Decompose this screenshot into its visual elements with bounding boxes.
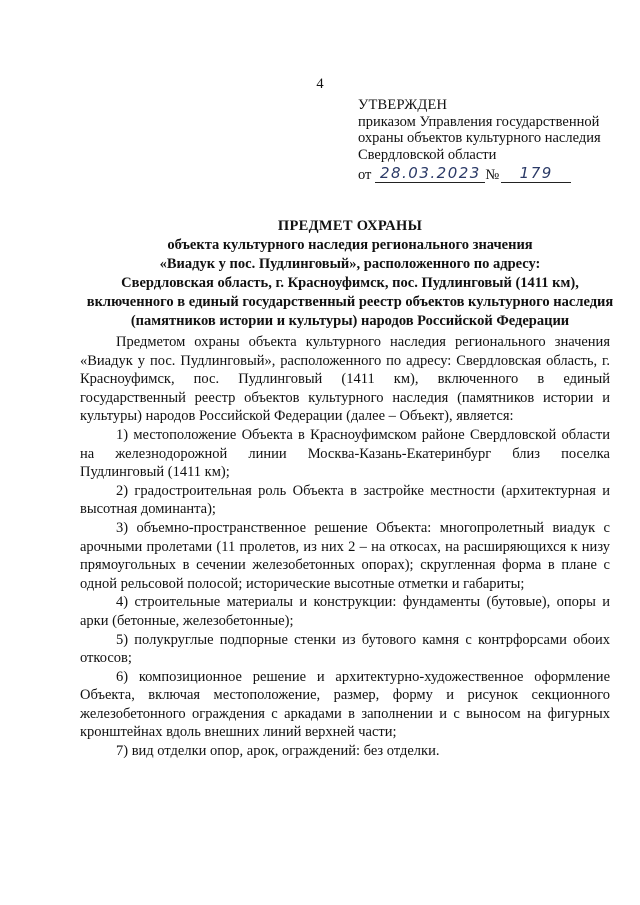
title-line-5: (памятников истории и культуры) народов Российской Федерации bbox=[130, 313, 570, 329]
title-line-4: включенного в единый государственный реестр объектов культурного наследия bbox=[86, 294, 614, 310]
date-prefix: от bbox=[358, 166, 372, 183]
handwritten-date: 28.03.2023 bbox=[375, 165, 485, 183]
approval-stamp bbox=[358, 97, 618, 183]
body-item-2: 2) градостроительная роль Объекта в застройке местности (архитектурная и высотная доминанта); bbox=[80, 482, 610, 518]
number-prefix: № bbox=[485, 166, 500, 183]
page-number: 4 bbox=[316, 76, 324, 92]
title-line-1: объекта культурного наследия регионального значения bbox=[167, 237, 533, 253]
body-item-3: 3) объемно-пространственное решение Объекта: многопролетный виадук с арочными пролетами (11 пролетов, из них 2 – на откосах, на расширяющихся к низу прямоугольных в сечении железобетонных опорах); скругленная форма в плане с одной рельсовой полосой; исторические высотные отметки и габариты; bbox=[80, 519, 610, 592]
approval-heading: УТВЕРЖДЕН bbox=[358, 97, 448, 113]
body-item-6: 6) композиционное решение и архитектурно-художественное оформление Объекта, включая местоположение, размер, форму и рисунок секционного железобетонного ограждения с аркадами в заполнении и с выносом на фигурных кронштейнах вдоль внешних линий верхней части; bbox=[80, 668, 610, 741]
approval-line-1: приказом Управления государственной bbox=[358, 113, 600, 130]
body-item-4: 4) строительные материалы и конструкции: фундаменты (бутовые), опоры и арки (бетонные, железобетонные); bbox=[80, 594, 610, 629]
title-heading: ПРЕДМЕТ ОХРАНЫ bbox=[277, 218, 423, 234]
body-item-1: 1) местоположение Объекта в Красноуфимском районе Свердловской области на железнодорожной линии Москва-Казань-Екатеринбург близ поселка Пудлинговый (1411 км); bbox=[80, 426, 610, 481]
approval-date-line bbox=[358, 165, 618, 183]
approval-line-3: Свердловской области bbox=[358, 146, 497, 163]
document-body bbox=[80, 333, 610, 761]
handwritten-order-number: 179 bbox=[501, 165, 571, 183]
title-line-2: «Виадук у пос. Пудлинговый», расположенного по адресу: bbox=[159, 256, 541, 272]
title-line-3: Свердловская область, г. Красноуфимск, пос. Пудлинговый (1411 км), bbox=[121, 275, 579, 291]
body-item-7: 7) вид отделки опор, арок, ограждений: без отделки. bbox=[116, 743, 440, 760]
body-item-5: 5) полукруглые подпорные стенки из бутового камня с контрфорсами обоих откосов; bbox=[80, 631, 610, 667]
approval-line-2: охраны объектов культурного наследия bbox=[358, 130, 601, 146]
body-intro: Предметом охраны объекта культурного наследия регионального значения «Виадук у пос. Пудлинговый», расположенного по адресу: Свердловская область, г. Красноуфимск, пос. Пудлинговый (1411 км), включенного в единый государственный реестр объектов культурного наследия (памятников истории и культуры) народов Российской Федерации (далее – Объект), является: bbox=[80, 334, 610, 425]
document-title bbox=[60, 217, 640, 331]
